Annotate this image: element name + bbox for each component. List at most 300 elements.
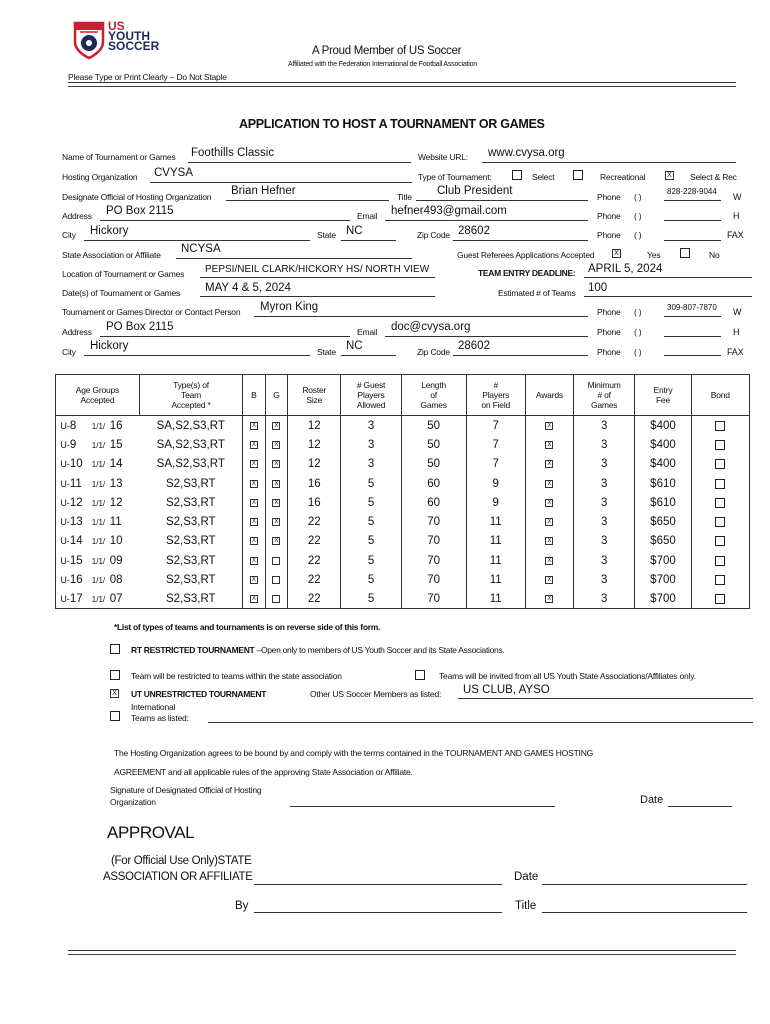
cell-age-value xyxy=(70,455,87,474)
state-assoc-field[interactable] xyxy=(176,258,412,259)
min-games-value: 3 xyxy=(600,477,608,490)
cell-age-value xyxy=(70,551,87,570)
team-type-value: SA,S2,S3,RT xyxy=(156,458,225,471)
u-prefix: U- xyxy=(60,575,70,586)
header-age-groups: Age Groups Accepted xyxy=(56,375,140,416)
tagline: A Proud Member of US Soccer xyxy=(312,45,462,57)
approval-title: APPROVAL xyxy=(107,823,195,842)
cell-birth-year-value xyxy=(110,455,140,474)
signature-date-label: Date xyxy=(640,794,664,806)
fax-field[interactable] xyxy=(664,240,721,241)
cell-length-value xyxy=(401,532,466,551)
logo-text-soccer: SOCCER xyxy=(108,39,160,53)
signature-label-1: Signature of Designated Official of Hosting xyxy=(110,785,262,795)
dir-email-value: doc@cvysa.org xyxy=(391,321,471,333)
u-prefix: U- xyxy=(60,420,70,431)
phone-h-paren: ( ) xyxy=(634,211,642,221)
logo xyxy=(72,20,172,62)
bond-checkbox[interactable] xyxy=(715,575,725,585)
dir-state-label: State xyxy=(317,347,336,357)
cell-guest-value xyxy=(341,570,401,589)
birth-year-value: 16 xyxy=(109,419,123,432)
dir-email-field[interactable] xyxy=(385,336,588,337)
header-guest-players: # Guest Players Allowed xyxy=(341,375,401,416)
cell-awards-checkbox xyxy=(525,416,573,436)
cell-min-games-value xyxy=(573,493,634,512)
cell-age-value xyxy=(70,590,87,609)
cell-players-value xyxy=(466,570,525,589)
table-bottom-rule xyxy=(55,608,750,609)
cell-bond-checkbox xyxy=(691,455,749,474)
restricted-checkbox[interactable] xyxy=(110,644,120,654)
approval-line-2: ASSOCIATION OR AFFILIATE xyxy=(103,871,253,883)
awards-checkbox[interactable]: X xyxy=(547,519,552,526)
dir-address-field[interactable] xyxy=(100,336,350,337)
boys-checkbox[interactable]: X xyxy=(251,441,256,448)
cell-entry-fee-value xyxy=(635,455,691,474)
header-boys: B xyxy=(243,375,266,416)
dates-field[interactable] xyxy=(200,296,435,297)
roster-value: 16 xyxy=(307,496,321,509)
cell-awards-checkbox xyxy=(525,590,573,609)
approval-title-field[interactable] xyxy=(542,912,747,913)
awards-checkbox[interactable]: X xyxy=(547,576,552,583)
cell-guest-value xyxy=(341,493,401,512)
u-prefix: U- xyxy=(60,555,70,566)
referees-no-checkbox[interactable] xyxy=(680,248,690,258)
teams-listed-field[interactable] xyxy=(208,722,753,723)
boys-checkbox[interactable]: X xyxy=(251,519,256,526)
approval-by-label: By xyxy=(235,900,249,912)
email-field[interactable] xyxy=(385,220,588,221)
logo-text-us: US xyxy=(108,19,125,33)
age-value: 11 xyxy=(69,477,82,490)
website-field[interactable] xyxy=(482,162,736,163)
min-games-value: 3 xyxy=(600,593,608,606)
bond-checkbox[interactable] xyxy=(715,479,725,489)
type-select-rec-checkbox[interactable]: X xyxy=(665,171,674,180)
fax-paren: ( ) xyxy=(634,230,642,240)
date-prefix: 1/1/ xyxy=(91,460,106,470)
director-phone-w-label: W xyxy=(733,307,742,317)
dir-zip-label: Zip Code xyxy=(417,347,450,357)
birth-year-value: 07 xyxy=(109,593,123,606)
table-row xyxy=(56,532,750,551)
min-games-value: 3 xyxy=(600,496,608,509)
official-field[interactable] xyxy=(226,200,389,201)
bond-checkbox[interactable] xyxy=(715,440,725,450)
cell-boys-checkbox xyxy=(243,512,266,531)
cell-roster-value xyxy=(288,435,341,454)
cell-awards-checkbox xyxy=(525,532,573,551)
boys-checkbox[interactable]: X xyxy=(251,576,256,583)
cell-entry-fee-value xyxy=(635,493,691,512)
referees-no-label: No xyxy=(709,250,720,260)
cell-players-value xyxy=(466,455,525,474)
international-checkbox[interactable] xyxy=(110,711,120,721)
cell-players-value xyxy=(466,493,525,512)
cell-u-prefix xyxy=(56,532,70,551)
approval-title-label: Title xyxy=(515,900,537,912)
age-value: 10 xyxy=(69,458,83,471)
approval-line-1: (For Official Use Only)STATE xyxy=(111,855,252,867)
phone-h-suffix: H xyxy=(733,211,740,221)
date-prefix: 1/1/ xyxy=(91,479,106,489)
footer-divider xyxy=(68,950,736,951)
referees-label: Guest Referees Applications Accepted xyxy=(457,250,595,260)
girls-checkbox[interactable]: X xyxy=(274,538,279,545)
cell-roster-value xyxy=(288,455,341,474)
logo-text-youth: YOUTH xyxy=(108,29,150,43)
cell-awards-checkbox xyxy=(525,455,573,474)
u-prefix: U- xyxy=(60,594,70,605)
cell-guest-value xyxy=(341,435,401,454)
within-state-label: Team will be restricted to teams within the state association xyxy=(131,671,342,681)
cell-birth-year-value xyxy=(110,512,140,531)
address-field[interactable] xyxy=(100,220,350,221)
boys-checkbox[interactable]: X xyxy=(251,461,256,468)
header-players-on-field: # Players on Field xyxy=(466,375,525,416)
cell-birth-year-value xyxy=(110,551,140,570)
cell-awards-checkbox xyxy=(525,551,573,570)
email-value: hefner493@gmail.com xyxy=(391,205,507,217)
awards-checkbox[interactable]: X xyxy=(547,538,552,545)
agreement-line-2: AGREEMENT and all applicable rules of the approving State Association or Affiliate. xyxy=(114,767,413,777)
director-label: Tournament or Games Director or Contact Person xyxy=(62,307,241,317)
tournament-name-field[interactable] xyxy=(188,162,411,163)
girls-checkbox[interactable]: X xyxy=(274,422,279,429)
cell-girls-checkbox xyxy=(265,570,288,589)
cell-birth-year-value xyxy=(110,570,140,589)
birth-year-value: 10 xyxy=(109,535,123,548)
cell-length-value xyxy=(401,416,466,436)
referees-yes-checkbox[interactable]: X xyxy=(612,249,621,258)
website-value: www.cvysa.org xyxy=(488,147,565,159)
age-value: 15 xyxy=(69,554,83,567)
header-roster-size: Roster Size xyxy=(288,375,341,416)
cell-bond-checkbox xyxy=(691,532,749,551)
boys-checkbox[interactable]: X xyxy=(251,557,256,564)
roster-value: 22 xyxy=(307,516,321,529)
cell-guest-value xyxy=(341,455,401,474)
cell-u-prefix xyxy=(56,590,70,609)
awards-checkbox[interactable]: X xyxy=(547,480,552,487)
team-type-value: S2,S3,RT xyxy=(165,535,216,548)
players-value: 11 xyxy=(489,554,502,567)
table-row xyxy=(56,416,750,436)
cell-min-games-value xyxy=(573,474,634,493)
length-value: 50 xyxy=(427,438,441,451)
unrestricted-checkbox[interactable]: X xyxy=(110,689,119,698)
signature-field[interactable] xyxy=(290,806,555,807)
boys-checkbox[interactable]: X xyxy=(251,538,256,545)
cell-u-prefix xyxy=(56,551,70,570)
min-games-value: 3 xyxy=(600,535,608,548)
boys-checkbox[interactable]: X xyxy=(251,596,256,603)
girls-checkbox[interactable] xyxy=(272,595,280,603)
guest-value: 3 xyxy=(367,458,375,471)
length-value: 60 xyxy=(427,496,441,509)
guest-value: 5 xyxy=(367,554,375,567)
signature-date-field[interactable] xyxy=(668,806,732,807)
cell-bond-checkbox xyxy=(691,551,749,570)
approval-date-field[interactable] xyxy=(542,884,747,885)
approval-date-label: Date xyxy=(514,871,539,883)
cell-entry-fee-value xyxy=(635,590,691,609)
girls-checkbox[interactable] xyxy=(272,557,280,565)
location-field[interactable] xyxy=(200,277,435,278)
entry-fee-value: $650 xyxy=(650,535,676,548)
cell-team-type-value xyxy=(139,532,242,551)
fax-label: FAX xyxy=(727,230,744,240)
min-games-value: 3 xyxy=(600,438,608,451)
international-label: International xyxy=(131,702,176,712)
cell-guest-value xyxy=(341,551,401,570)
dir-city-field[interactable] xyxy=(84,355,310,356)
u-prefix: U- xyxy=(60,459,70,470)
age-value: 12 xyxy=(69,496,83,509)
awards-checkbox[interactable]: X xyxy=(547,422,552,429)
cell-team-type-value xyxy=(139,493,242,512)
dir-fax-label: FAX xyxy=(727,347,744,357)
cell-u-prefix xyxy=(56,435,70,454)
bond-checkbox[interactable] xyxy=(715,556,725,566)
length-value: 70 xyxy=(427,554,441,567)
print-instruction: Please Type or Print Clearly – Do Not Staple xyxy=(68,72,227,82)
restricted-text xyxy=(131,645,505,655)
length-value: 50 xyxy=(427,419,441,432)
u-prefix: U- xyxy=(60,536,70,547)
cell-date-prefix xyxy=(87,435,110,454)
length-value: 70 xyxy=(427,574,441,587)
city-field[interactable] xyxy=(84,240,310,241)
guest-value: 5 xyxy=(367,496,375,509)
awards-checkbox[interactable]: X xyxy=(547,499,552,506)
cell-length-value xyxy=(401,590,466,609)
cell-roster-value xyxy=(288,551,341,570)
bond-checkbox[interactable] xyxy=(715,459,725,469)
cell-players-value xyxy=(466,474,525,493)
phone-h-field[interactable] xyxy=(664,220,721,221)
approval-affiliate-field[interactable] xyxy=(254,884,502,885)
cell-girls-checkbox xyxy=(265,532,288,551)
date-prefix: 1/1/ xyxy=(91,440,106,450)
birth-year-value: 14 xyxy=(109,458,123,471)
dir-zip-value: 28602 xyxy=(458,340,490,352)
dir-zip-field[interactable] xyxy=(453,355,588,356)
deadline-label: TEAM ENTRY DEADLINE: xyxy=(478,268,576,278)
team-type-value: S2,S3,RT xyxy=(165,477,216,490)
dir-fax-field[interactable] xyxy=(664,355,721,356)
dir-fax-paren: ( ) xyxy=(634,347,642,357)
cell-bond-checkbox xyxy=(691,493,749,512)
phone-label: Phone xyxy=(597,192,621,202)
restricted-desc: –Open only to members of US Youth Soccer and its State Associations. xyxy=(254,645,505,655)
cell-boys-checkbox xyxy=(243,435,266,454)
teams-listed-label: Teams as listed: xyxy=(131,713,189,723)
within-state-checkbox[interactable] xyxy=(110,670,120,680)
cell-team-type-value xyxy=(139,590,242,609)
length-value: 50 xyxy=(427,458,441,471)
awards-checkbox[interactable]: X xyxy=(547,596,552,603)
cell-length-value xyxy=(401,455,466,474)
cell-min-games-value xyxy=(573,590,634,609)
director-phone-paren: ( ) xyxy=(634,307,642,317)
roster-value: 22 xyxy=(307,574,321,587)
cell-birth-year-value xyxy=(110,435,140,454)
dir-state-field[interactable] xyxy=(341,355,396,356)
cell-players-value xyxy=(466,435,525,454)
players-value: 7 xyxy=(492,438,499,451)
type-select-label: Select xyxy=(532,172,555,182)
bond-checkbox[interactable] xyxy=(715,517,725,527)
footer-divider-2 xyxy=(68,954,736,955)
team-type-value: S2,S3,RT xyxy=(165,496,216,509)
date-prefix: 1/1/ xyxy=(91,537,106,547)
players-value: 9 xyxy=(492,496,499,509)
zip-field[interactable] xyxy=(453,240,588,241)
roster-value: 22 xyxy=(307,535,321,548)
cell-team-type-value xyxy=(139,570,242,589)
soccer-shield-icon xyxy=(72,20,106,60)
phone-h-label: Phone xyxy=(597,211,621,221)
entry-fee-value: $400 xyxy=(650,419,676,432)
official-value: Brian Hefner xyxy=(231,185,296,197)
age-groups-table xyxy=(55,374,750,609)
invited-checkbox[interactable] xyxy=(415,670,425,680)
cell-date-prefix xyxy=(87,493,110,512)
cell-entry-fee-value xyxy=(635,570,691,589)
cell-date-prefix xyxy=(87,455,110,474)
cell-bond-checkbox xyxy=(691,512,749,531)
players-value: 11 xyxy=(489,593,502,606)
referees-yes-label: Yes xyxy=(647,250,661,260)
official-title-field[interactable] xyxy=(416,200,588,201)
type-recreational-checkbox[interactable] xyxy=(573,170,583,180)
cell-birth-year-value xyxy=(110,416,140,436)
cell-girls-checkbox xyxy=(265,416,288,436)
cell-length-value xyxy=(401,570,466,589)
affiliation: Affiliated with the Federation International de Football Association xyxy=(288,61,478,68)
boys-checkbox[interactable]: X xyxy=(251,480,256,487)
bond-checkbox[interactable] xyxy=(715,421,725,431)
cell-girls-checkbox xyxy=(265,512,288,531)
cell-players-value xyxy=(466,416,525,436)
unrestricted-title: UT UNRESTRICTED TOURNAMENT xyxy=(131,689,267,699)
state-field[interactable] xyxy=(341,240,396,241)
header-awards: Awards xyxy=(525,375,573,416)
cell-team-type-value xyxy=(139,512,242,531)
zip-value: 28602 xyxy=(458,225,490,237)
bond-checkbox[interactable] xyxy=(715,498,725,508)
cell-entry-fee-value xyxy=(635,532,691,551)
director-phone-w-field[interactable] xyxy=(664,316,721,317)
est-teams-field[interactable] xyxy=(584,296,752,297)
cell-min-games-value xyxy=(573,455,634,474)
guest-value: 3 xyxy=(367,438,375,451)
table-row xyxy=(56,493,750,512)
cell-length-value xyxy=(401,551,466,570)
header-bond: Bond xyxy=(691,375,749,416)
table-row xyxy=(56,551,750,570)
cell-players-value xyxy=(466,551,525,570)
table-row xyxy=(56,590,750,609)
girls-checkbox[interactable]: X xyxy=(274,480,279,487)
cell-girls-checkbox xyxy=(265,493,288,512)
birth-year-value: 09 xyxy=(109,554,123,567)
boys-checkbox[interactable]: X xyxy=(251,499,256,506)
boys-checkbox[interactable]: X xyxy=(251,422,256,429)
dir-email-label: Email xyxy=(357,327,378,337)
guest-value: 3 xyxy=(367,419,375,432)
state-label: State xyxy=(317,230,336,240)
table-row xyxy=(56,570,750,589)
fax-phone-label: Phone xyxy=(597,230,621,240)
cell-girls-checkbox xyxy=(265,474,288,493)
table-row xyxy=(56,455,750,474)
awards-checkbox[interactable]: X xyxy=(547,557,552,564)
age-value: 13 xyxy=(69,516,83,529)
approval-by-field[interactable] xyxy=(254,912,502,913)
other-members-field[interactable] xyxy=(458,698,753,699)
cell-girls-checkbox xyxy=(265,551,288,570)
cell-awards-checkbox xyxy=(525,435,573,454)
page-title: APPLICATION TO HOST A TOURNAMENT OR GAMES xyxy=(239,117,545,131)
cell-roster-value xyxy=(288,493,341,512)
dir-city-value: Hickory xyxy=(90,340,129,352)
dir-address-value: PO Box 2115 xyxy=(106,321,174,333)
restricted-title: RT RESTRICTED TOURNAMENT xyxy=(131,645,255,655)
roster-value: 12 xyxy=(307,419,321,432)
girls-checkbox[interactable] xyxy=(272,576,280,584)
girls-checkbox[interactable]: X xyxy=(274,499,279,506)
girls-checkbox[interactable]: X xyxy=(274,441,279,448)
official-title-label: Title xyxy=(397,192,412,202)
birth-year-value: 11 xyxy=(109,516,122,529)
other-members-value: US CLUB, AYSO xyxy=(463,684,550,696)
cell-roster-value xyxy=(288,474,341,493)
cell-players-value xyxy=(466,512,525,531)
type-select-checkbox[interactable] xyxy=(512,170,522,180)
guest-value: 5 xyxy=(367,477,375,490)
phone-w-field[interactable] xyxy=(664,200,721,201)
entry-fee-value: $700 xyxy=(650,593,676,606)
awards-checkbox[interactable]: X xyxy=(547,441,552,448)
cell-u-prefix xyxy=(56,493,70,512)
cell-boys-checkbox xyxy=(243,416,266,436)
girls-checkbox[interactable]: X xyxy=(274,519,279,526)
min-games-value: 3 xyxy=(600,419,608,432)
roster-value: 16 xyxy=(307,477,321,490)
deadline-field[interactable] xyxy=(584,277,752,278)
email-label: Email xyxy=(357,211,378,221)
bond-checkbox[interactable] xyxy=(715,536,725,546)
hosting-org-field[interactable] xyxy=(150,182,412,183)
cell-guest-value xyxy=(341,474,401,493)
zip-label: Zip Code xyxy=(417,230,450,240)
girls-checkbox[interactable]: X xyxy=(274,461,279,468)
length-value: 70 xyxy=(427,535,441,548)
hosting-org-label: Hosting Organization xyxy=(62,172,138,182)
awards-checkbox[interactable]: X xyxy=(547,461,552,468)
roster-value: 12 xyxy=(307,458,321,471)
team-type-value: S2,S3,RT xyxy=(165,554,216,567)
dir-phone-h-field[interactable] xyxy=(664,336,721,337)
cell-entry-fee-value xyxy=(635,435,691,454)
cell-date-prefix xyxy=(87,570,110,589)
bond-checkbox[interactable] xyxy=(715,594,725,604)
director-field[interactable] xyxy=(254,316,588,317)
